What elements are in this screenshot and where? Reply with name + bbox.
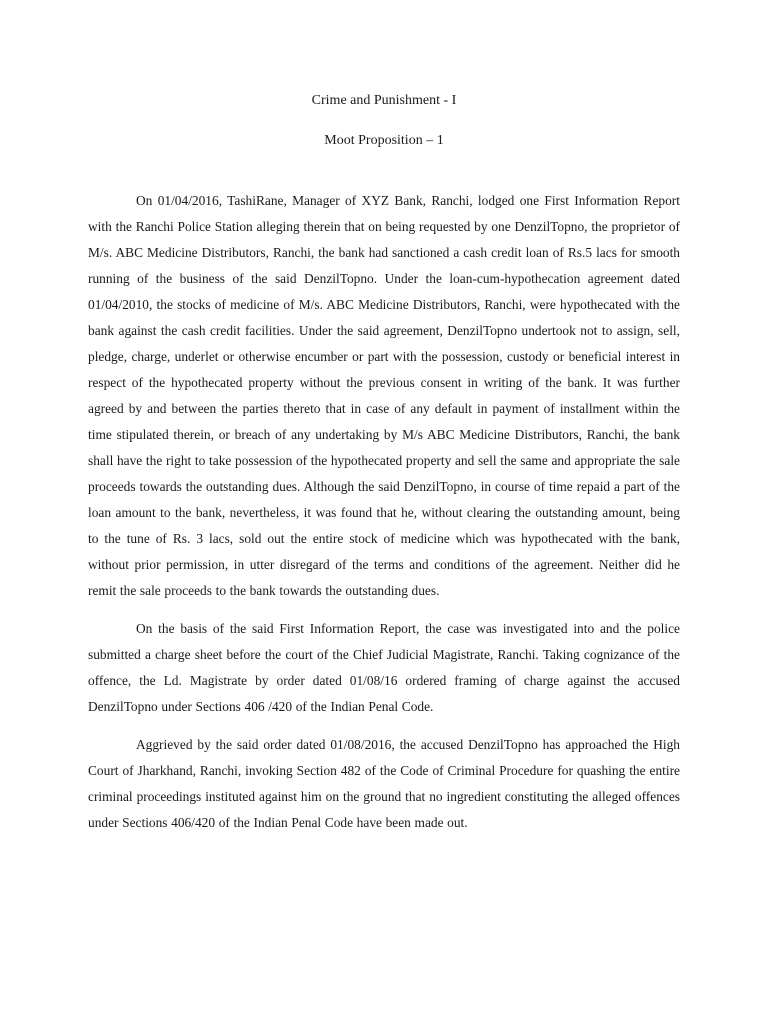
document-body [88,188,680,848]
paragraph-1: On 01/04/2016, TashiRane, Manager of XYZ Bank, Ranchi, lodged one First Information Report with the Ranchi Police Station alleging therein that on being requested by one DenzilTopno, the proprietor of M/s. ABC Medicine Distributors, Ranchi, the bank had sanctioned a cash credit loan of Rs.5 lacs for smooth running of the business of the said DenzilTopno. Under the loan-cum-hypothecation agreement dated 01/04/2010, the stocks of medicine of M/s. ABC Medicine Distributors, Ranchi, were hypothecated with the bank against the cash credit facilities. Under the said agreement, DenzilTopno undertook not to assign, sell, pledge, charge, underlet or otherwise encumber or part with the possession, custody or beneficial interest in respect of the hypothecated property without the previous consent in writing of the bank. It was further agreed by and between the parties thereto that in case of any default in payment of installment within the time stipulated therein, or breach of any undertaking by M/s ABC Medicine Distributors, Ranchi, the bank shall have the right to take possession of the hypothecated property and sell the same and appropriate the sale proceeds towards the outstanding dues. Although the said DenzilTopno, in course of time repaid a part of the loan amount to the bank, nevertheless, it was found that he, without clearing the outstanding amount, being to the tune of Rs. 3 lacs, sold out the entire stock of medicine which was hypothecated with the bank, without prior permission, in utter disregard of the terms and conditions of the agreement. Neither did he remit the sale proceeds to the bank towards the outstanding dues. [88,193,680,598]
document-title: Crime and Punishment - I [311,93,457,108]
paragraph-2: On the basis of the said First Information Report, the case was investigated into and the police submitted a charge sheet before the court of the Chief Judicial Magistrate, Ranchi. Taking cognizance of the offence, the Ld. Magistrate by order dated 01/08/16 ordered framing of charge against the accused DenzilTopno under Sections 406 /420 of the Indian Penal Code. [88,621,680,714]
document-subtitle: Moot Proposition – 1 [324,133,444,148]
paragraph-3: Aggrieved by the said order dated 01/08/2016, the accused DenzilTopno has approached the High Court of Jharkhand, Ranchi, invoking Section 482 of the Code of Criminal Procedure for quashing the entire criminal proceedings instituted against him on the ground that no ingredient constituting the alleged offences under Sections 406/420 of the Indian Penal Code have been made out. [88,737,680,830]
